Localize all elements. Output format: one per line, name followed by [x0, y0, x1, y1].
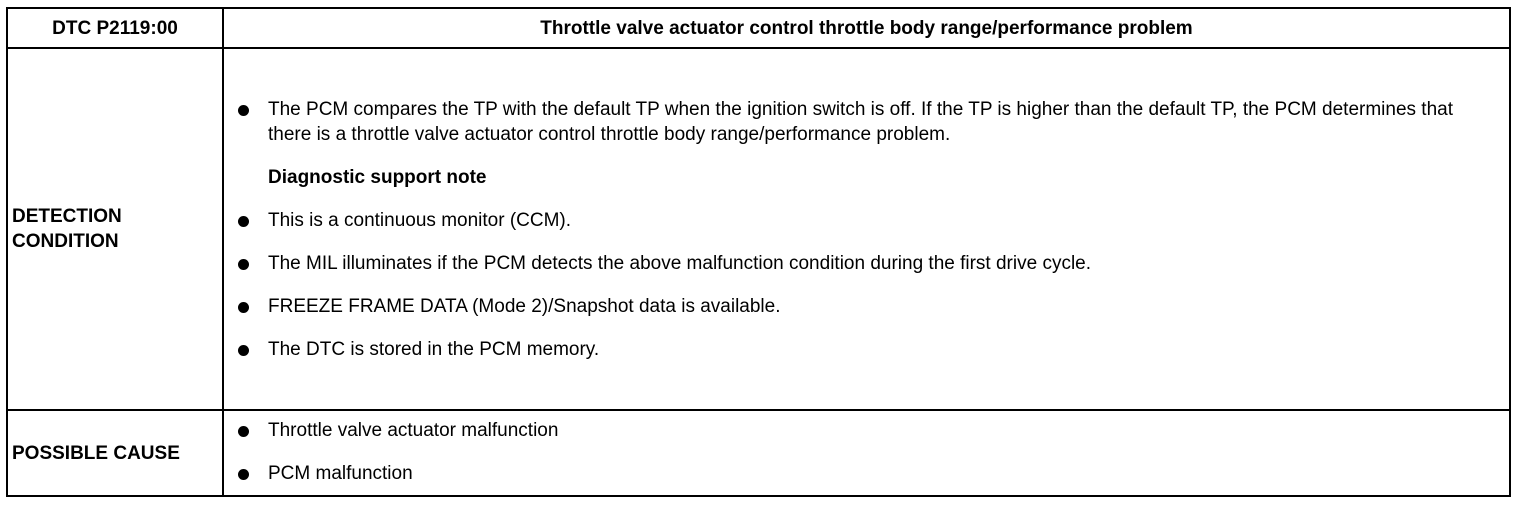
- bullet-icon: [238, 469, 249, 480]
- dtc-title-cell: Throttle valve actuator control throttle body range/performance problem: [223, 8, 1510, 48]
- support-note-item: [268, 208, 1489, 233]
- dtc-code-cell: DTC P2119:00: [7, 8, 223, 48]
- support-note-item: [268, 294, 1489, 319]
- support-note-text: The MIL illuminates if the PCM detects the above malfunction condition during the first drive cycle.: [268, 252, 1092, 274]
- support-note-heading: Diagnostic support note: [268, 166, 487, 188]
- bullet-icon: [238, 105, 249, 116]
- possible-cause-row: [7, 410, 1510, 496]
- bullet-icon: [238, 426, 249, 437]
- detection-condition-label: DETECTION CONDITION: [7, 48, 223, 410]
- detection-condition-row: [7, 48, 1510, 410]
- cause-item: [268, 461, 1489, 486]
- cause-text: PCM malfunction: [268, 463, 413, 484]
- support-note-item: [268, 337, 1489, 362]
- cause-text: Throttle valve actuator malfunction: [268, 420, 559, 441]
- support-note-text: This is a continuous monitor (CCM).: [268, 209, 572, 231]
- dtc-table: [6, 7, 1511, 497]
- detection-main-bullet: [268, 97, 1489, 147]
- bullet-icon: [238, 216, 249, 227]
- cause-item: [268, 418, 1489, 443]
- detection-condition-content: [223, 48, 1510, 410]
- possible-cause-label: POSSIBLE CAUSE: [7, 410, 223, 496]
- support-note-text: The DTC is stored in the PCM memory.: [268, 338, 600, 360]
- support-note-text: FREEZE FRAME DATA (Mode 2)/Snapshot data is available.: [268, 295, 781, 317]
- bullet-icon: [238, 259, 249, 270]
- header-row: [7, 8, 1510, 48]
- bullet-icon: [238, 345, 249, 356]
- detection-main-text: The PCM compares the TP with the default TP when the ignition switch is off. If the TP is higher than the default TP, the PCM determines that there is a throttle valve actuator control throttle body range/performance problem.: [268, 98, 1453, 145]
- bullet-icon: [238, 302, 249, 313]
- support-note-item: [268, 251, 1489, 276]
- possible-cause-content: [223, 410, 1510, 496]
